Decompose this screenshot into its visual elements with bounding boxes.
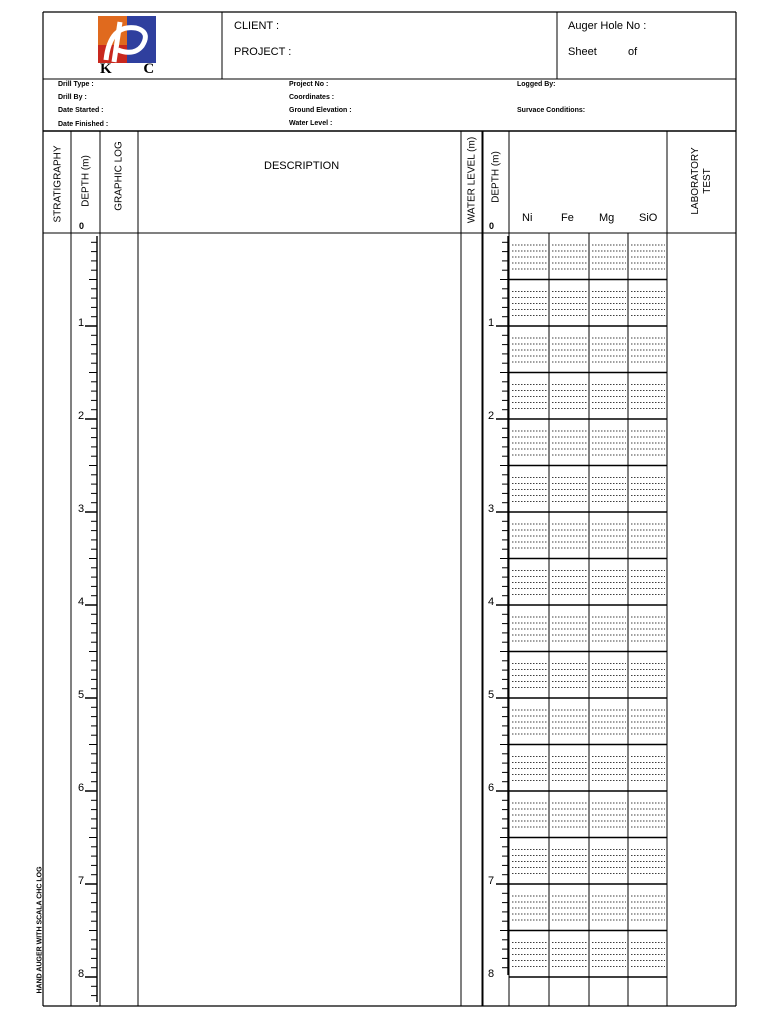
assay-mg: Mg (599, 212, 615, 224)
depth-label-right: 8 (488, 968, 495, 980)
depth-header-left: DEPTH (m) (80, 155, 92, 207)
depth-header-right: DEPTH (m) (490, 151, 502, 203)
description-header: DESCRIPTION (264, 160, 340, 172)
depth-label-right: 3 (488, 503, 495, 515)
stratigraphy-header: STRATIGRAPHY (52, 145, 64, 223)
depth-label-right: 2 (488, 410, 495, 422)
depth-label-left: 4 (78, 596, 85, 608)
depth-label-left: 1 (78, 317, 85, 329)
project-no-label: Project No : (289, 81, 329, 88)
depth-label-left: 7 (78, 875, 85, 887)
depth-label-right: 7 (488, 875, 495, 887)
depth-label-left: 2 (78, 410, 85, 422)
depth-label-right: 5 (488, 689, 495, 701)
company-logo (96, 14, 169, 77)
date-finished-label: Date Finished : (58, 121, 109, 128)
water-level-header: WATER LEVEL (m) (466, 136, 478, 224)
logo-text: K C (100, 61, 169, 77)
depth-label-left: 5 (78, 689, 85, 701)
ground-elevation-label: Ground Elevation : (289, 107, 352, 114)
drill-by-label: Drill By : (58, 94, 87, 101)
graphic-log-header: GRAPHIC LOG (113, 141, 125, 211)
depth-label-left: 8 (78, 968, 85, 980)
assay-sio: SiO (639, 212, 658, 224)
depth-zero-right: 0 (489, 221, 495, 231)
coordinates-label: Coordinates : (289, 94, 335, 101)
laboratory-test-header (690, 146, 714, 216)
project-label: PROJECT : (234, 46, 292, 58)
client-label: CLIENT : (234, 20, 280, 32)
depth-zero-left: 0 (79, 221, 85, 231)
laboratory-test-text: LABORATORY TEST (690, 147, 713, 215)
drill-type-label: Drill Type : (58, 81, 94, 88)
water-level-label: Water Level : (289, 120, 333, 127)
depth-label-right: 1 (488, 317, 495, 329)
depth-label-left: 3 (78, 503, 85, 515)
sheet-label: Sheet (568, 46, 597, 58)
assay-ni: Ni (522, 212, 533, 224)
logged-by-label: Logged By: (517, 81, 556, 88)
auger-hole-label: Auger Hole No : (568, 20, 647, 32)
assay-fe: Fe (561, 212, 574, 224)
survace-conditions-label: Survace Conditions: (517, 107, 586, 114)
depth-label-right: 4 (488, 596, 495, 608)
depth-label-right: 6 (488, 782, 495, 794)
of-label: of (628, 46, 638, 58)
date-started-label: Date Started : (58, 107, 104, 114)
depth-label-left: 6 (78, 782, 85, 794)
footer-side-note: HAND AUGER WITH SCALA CHC LOG (36, 866, 44, 994)
